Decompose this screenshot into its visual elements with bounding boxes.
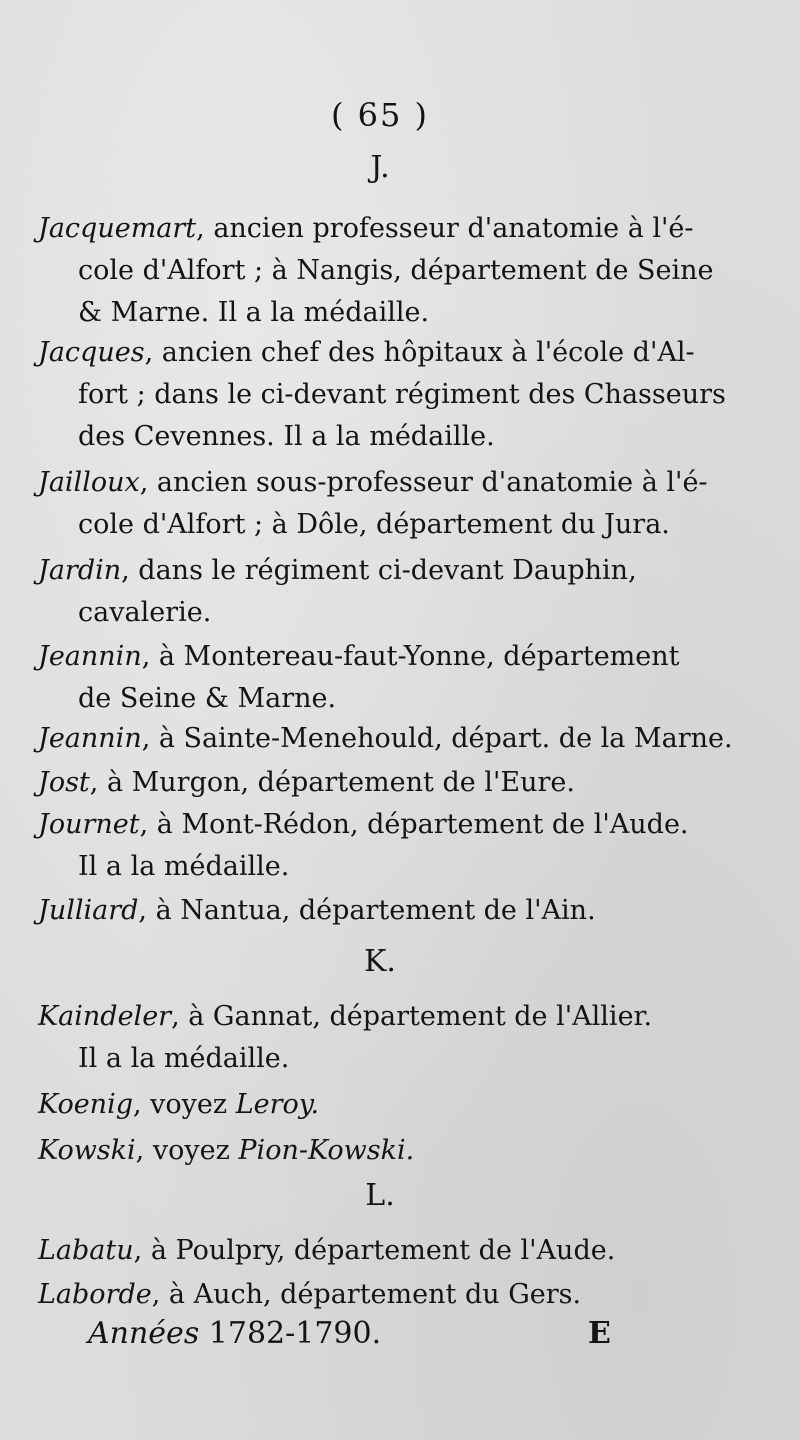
entry-text: , ancien professeur d'anatomie à l'é- — [196, 213, 694, 244]
entry-name: Kaindeler — [38, 1001, 172, 1032]
entry-laborde — [38, 1274, 728, 1316]
entry-name: Jailloux — [38, 467, 140, 498]
entry-text: cavalerie. — [78, 597, 212, 628]
entry-text: , à Murgon, département de l'Eure. — [89, 767, 575, 798]
entry-name: Journet — [38, 809, 140, 840]
entry-text: fort ; dans le ci-devant régiment des Chasseurs — [78, 379, 726, 410]
section-heading-l: L. — [365, 1178, 395, 1213]
entry-name: Julliard — [38, 895, 139, 926]
entry-text: de Seine & Marne. — [78, 683, 337, 714]
signature-mark: E — [588, 1316, 611, 1351]
years-label: Années — [88, 1316, 200, 1351]
entry-julliard — [38, 890, 728, 932]
entry-text: cole d'Alfort ; à Dôle, département du Jura. — [78, 509, 670, 540]
entry-name: Kowski — [38, 1135, 136, 1166]
entry-name: Jeannin — [38, 641, 142, 672]
entry-name: Jeannin — [38, 723, 142, 754]
entry-text: , à Auch, département du Gers. — [151, 1279, 582, 1310]
entry-journet — [38, 804, 728, 888]
entry-text: , à Poulpry, département de l'Aude. — [133, 1235, 616, 1266]
entry-jailloux — [38, 462, 728, 546]
cross-reference: Pion-Kowski. — [238, 1135, 415, 1166]
entry-text: Il a la médaille. — [78, 851, 290, 882]
entry-name: Jost — [38, 767, 90, 798]
entry-name: Jardin — [38, 555, 122, 586]
entry-jeannin-menehould — [38, 718, 733, 760]
entry-jost — [38, 762, 728, 804]
entry-text: , dans le régiment ci-devant Dauphin, — [121, 555, 637, 586]
entry-text: des Cevennes. Il a la médaille. — [78, 421, 495, 452]
entry-labatu — [38, 1230, 728, 1272]
entry-text: , ancien chef des hôpitaux à l'école d'Al- — [144, 337, 695, 368]
entry-name: Jacquemart — [38, 213, 197, 244]
page-number: ( 65 ) — [330, 96, 430, 134]
cross-reference: Leroy. — [235, 1089, 320, 1120]
entry-koenig — [38, 1084, 728, 1126]
entry-name: Labatu — [38, 1235, 134, 1266]
entry-jacques — [38, 332, 728, 458]
entry-text: cole d'Alfort ; à Nangis, département de Seine — [78, 255, 714, 286]
footer-years — [88, 1316, 381, 1351]
section-heading-j: J. — [370, 150, 390, 185]
entry-text: , à Mont-Rédon, département de l'Aude. — [139, 809, 689, 840]
entry-jacquemart — [38, 208, 728, 334]
entry-kowski — [38, 1130, 728, 1172]
years-range: 1782-1790. — [208, 1316, 382, 1351]
entry-text: , à Gannat, département de l'Allier. — [171, 1001, 653, 1032]
entry-name: Jacques — [38, 337, 145, 368]
entry-name: Koenig — [38, 1089, 133, 1120]
entry-text: , à Montereau-faut-Yonne, département — [141, 641, 680, 672]
entry-text: Il a la médaille. — [78, 1043, 290, 1074]
entry-kaindeler — [38, 996, 728, 1080]
entry-text: & Marne. Il a la médaille. — [78, 297, 430, 328]
entry-name: Laborde — [38, 1279, 152, 1310]
entry-text: , voyez — [135, 1135, 239, 1166]
section-heading-k: K. — [364, 944, 396, 979]
entry-text: , à Nantua, département de l'Ain. — [138, 895, 596, 926]
entry-jeannin-montereau — [38, 636, 728, 720]
entry-text: , voyez — [133, 1089, 236, 1120]
entry-text: , à Sainte-Menehould, départ. de la Marne. — [141, 723, 733, 754]
entry-text: , ancien sous-professeur d'anatomie à l'é- — [139, 467, 708, 498]
entry-jardin — [38, 550, 728, 634]
